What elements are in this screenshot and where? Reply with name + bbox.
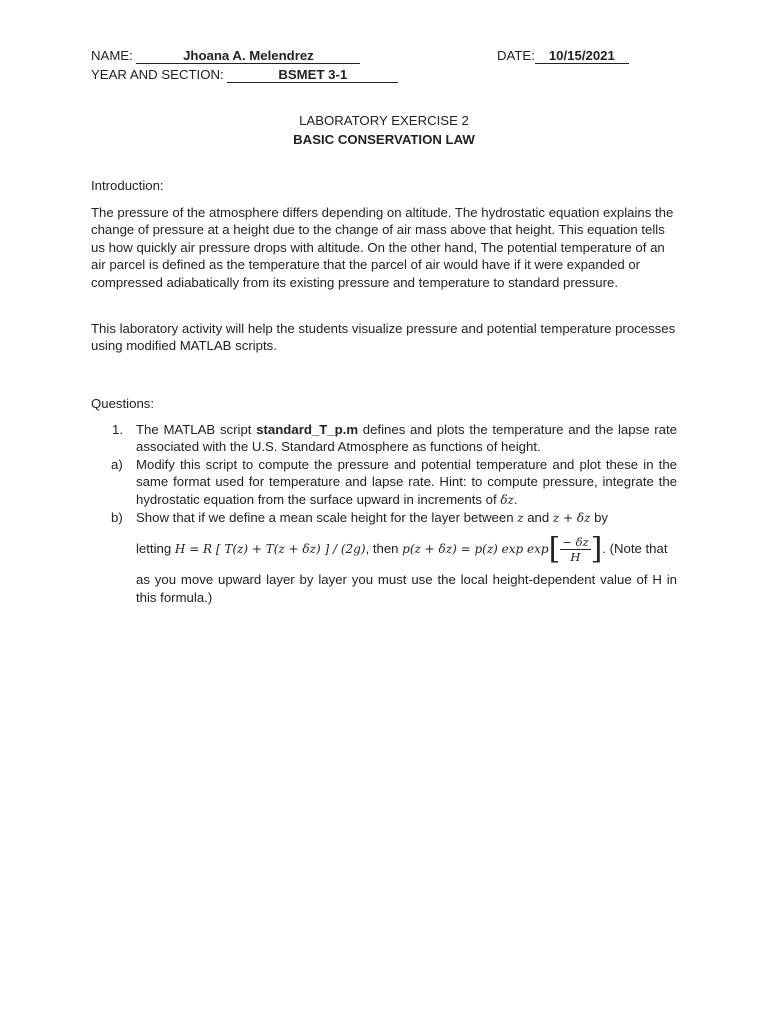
- exponent-fraction: [560, 535, 590, 564]
- question-1-number: 1.: [112, 422, 123, 437]
- intro-paragraph-2: This laboratory activity will help the students visualize pressure and potential temperature processes using modified MATLAB scripts.: [91, 321, 676, 354]
- name-label: NAME:: [91, 48, 137, 63]
- script-name: standard_T_p.m: [256, 422, 359, 437]
- section-label: YEAR AND SECTION:: [91, 67, 228, 82]
- intro-heading: Introduction:: [91, 178, 164, 193]
- question-1b: [91, 509, 677, 606]
- section-row: [91, 66, 398, 83]
- fraction-denominator: H: [570, 550, 581, 565]
- z-plus-delta-z-symbol: z + δz: [552, 511, 591, 526]
- question-1b-label: b): [111, 510, 123, 526]
- question-1b-note: as you move upward layer by layer you must use the local height-dependent value of H in this formula.): [136, 572, 677, 605]
- then-word: , then: [365, 541, 403, 557]
- note-start: . (Note that: [602, 541, 668, 557]
- by-word: by: [590, 510, 609, 526]
- questions-heading: Questions:: [91, 396, 155, 411]
- name-row: [91, 47, 360, 64]
- date-row: [497, 47, 629, 64]
- question-1b-formula-line: [136, 531, 677, 567]
- scale-height-formula: H = R [ T(z) + T(z + δz) ] / (2g): [174, 542, 366, 557]
- left-bracket: [: [548, 531, 561, 567]
- section-value: BSMET 3-1: [227, 67, 398, 83]
- exercise-title: BASIC CONSERVATION LAW: [293, 132, 475, 147]
- name-value: Jhoana A. Melendrez: [136, 48, 360, 64]
- question-1a-label: a): [111, 456, 123, 472]
- and-word: and: [523, 510, 553, 526]
- question-1-text-start: The MATLAB script: [136, 422, 257, 437]
- pressure-formula: p(z + δz) = p(z) exp exp: [402, 542, 549, 557]
- question-1-text-end: defines and plots the temperature and the lapse rate associated with the U.S. Standard Atmosphere as functions of height.: [136, 422, 677, 455]
- question-1b-text: Show that if we define a mean scale height for the layer between: [136, 510, 518, 526]
- date-value: 10/15/2021: [535, 48, 629, 64]
- question-1b-line1: [136, 509, 677, 527]
- letting-word: letting: [136, 541, 175, 557]
- delta-z-symbol: δz: [500, 492, 514, 507]
- question-1a: [91, 456, 677, 509]
- questions-list: [91, 421, 677, 606]
- fraction-numerator: − δz: [562, 535, 589, 550]
- question-1a-period: .: [513, 491, 518, 507]
- intro-paragraph-1: The pressure of the atmosphere differs depending on altitude. The hydrostatic equation explains the change of pressure at a height due to the change of air mass above that height. This equation tells us how quickly air pressure drops with altitude. On the other hand, The potential temperature of an air parcel is defined as the temperature that the parcel of air would have if it were expanded or compressed adiabatically from its existing pressure and temperature to standard pressure.: [91, 205, 674, 290]
- question-1: [91, 421, 677, 456]
- right-bracket: ]: [590, 531, 603, 567]
- exercise-number: LABORATORY EXERCISE 2: [299, 113, 469, 128]
- date-label: DATE:: [497, 48, 535, 63]
- question-1a-text: Modify this script to compute the pressure and potential temperature and plot these in the same format used for temperature and lapse rate. Hint: to compute pressure, integrate the hydrostatic equation from the surface upward in increments of: [136, 456, 677, 507]
- z-symbol: z: [517, 511, 524, 526]
